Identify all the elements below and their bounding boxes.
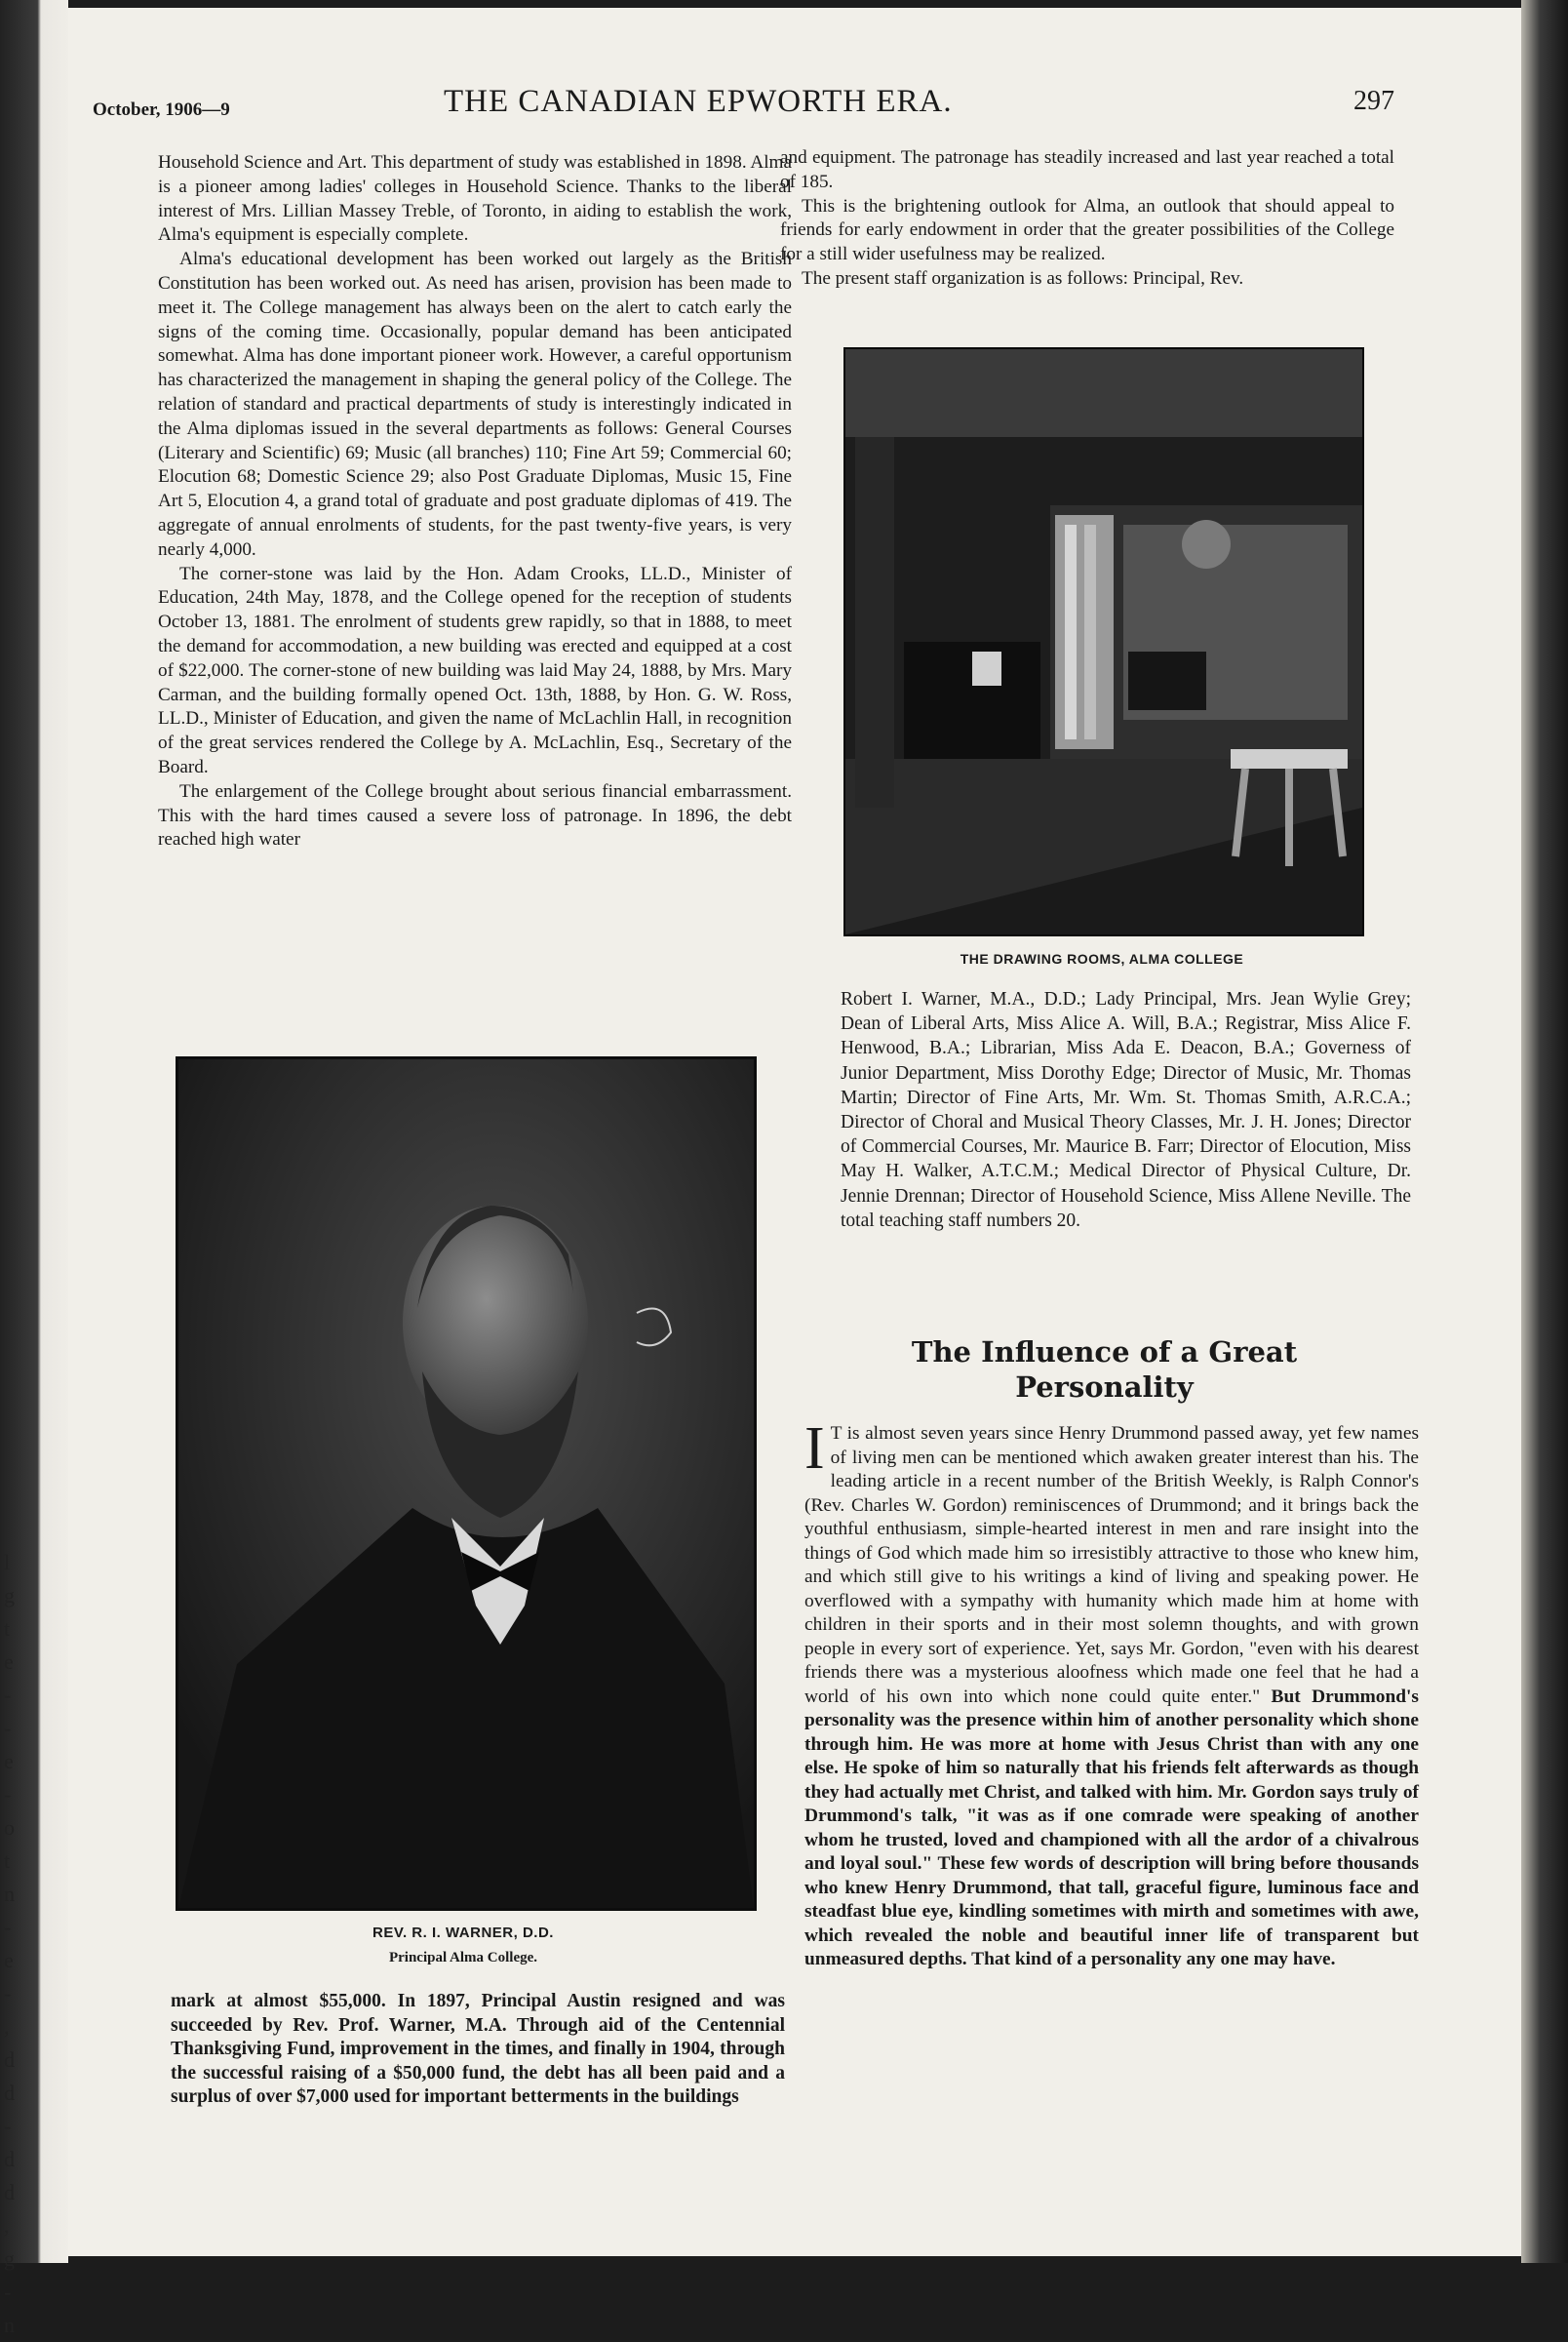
portrait-caption-name: REV. R. I. WARNER, D.D. [372,1925,554,1941]
gutter-letter: - [4,1716,12,1740]
gutter-letter: o [4,1815,15,1840]
article-title-line-2: Personality [1015,1370,1194,1404]
paragraph: and equipment. The patronage has steadily increased and last year reached a total of 185. [780,147,1394,192]
left-column-top [158,151,792,853]
gutter-letter: - [4,1915,12,1939]
gutter-letter: - [4,2114,12,2138]
gutter-letter: l [4,1550,11,1574]
gutter-letter: d [4,2147,15,2171]
gutter-letter: g [4,1583,15,1608]
gutter-letter: e [4,1948,14,1972]
page-header [93,84,1394,123]
gutter-letter: d [4,2047,15,2072]
right-column-top [780,146,1394,292]
gutter-letter: , [4,2014,10,2039]
paragraph: This is the brightening outlook for Alma, an outlook that should appeal to friends for early endowment in order that the greater possibilities of the College for a still wider usefulness may be realized. [780,195,1394,265]
gutter-letter: , [4,2213,10,2238]
gutter-letter: - [4,1981,12,2005]
paragraph [804,1415,1419,1972]
gutter-letter: n [4,2313,15,2337]
paragraph: Household Science and Art. This department of study was established in 1898. Alma is a pioneer among ladies' colleges in Household Science. Thanks to the liberal interest of Mrs. Lillian Massey Treble, of Toronto, in aiding to establish the work, Alma's equipment is especially complete. [158,152,792,246]
portrait-caption-role: Principal Alma College. [388,1950,538,1965]
gutter-letter: n [4,1882,15,1906]
gutter-letter: t [4,1848,11,1873]
gutter-letter: - [4,2280,12,2304]
issue-date: October, 1906—9 [93,99,230,120]
gutter-letter: d [4,2180,15,2204]
binding-gutter [0,0,68,2337]
gutter-letter: - [4,1782,12,1806]
gutter-letter: e [4,1749,14,1773]
drawing-rooms-photo [843,347,1364,936]
gutter-letter: d [4,2081,15,2105]
gutter-letter: e [4,1649,14,1674]
paragraph: mark at almost $55,000. In 1897, Principal Austin resigned and was succeeded by Rev. Prof. Warner, M.A. Through aid of the Centennial Thanksgiving Fund, improvement in the times, and finally in 1904, through the successful raising of a $50,000 fund, the debt has all been paid and a surplus of over $7,000 used for important betterments in the buildings [171,1991,785,2108]
drop-cap: I [804,1415,825,1482]
drawing-rooms-caption: THE DRAWING ROOMS, ALMA COLLEGE [960,951,1244,967]
staff-list [841,987,1411,1233]
gutter-letter: - [4,1683,12,1707]
gutter-letter: t [4,1616,11,1641]
gutter-text-fragments [4,1546,23,2342]
article-title-line-1: The Influence of a Great [911,1335,1298,1369]
page-number: 297 [1353,86,1394,116]
paragraph: Robert I. Warner, M.A., D.D.; Lady Principal, Mrs. Jean Wylie Grey; Dean of Liberal Arts, Miss Alice A. Will, B.A.; Registrar, Miss Alice F. Henwood, B.A.; Librarian, Miss Ada E. Deacon, B.A.; Governess of Junior Department, Miss Dorothy Edge; Director of Music, Mr. Thomas Martin; Director of Fine Arts, Mr. Wm. St. Thomas Smith, A.R.C.A.; Director of Choral and Musical Theory Classes, Mr. J. H. Jones; Director of Commercial Courses, Mr. Maurice B. Farr; Director of Elocution, Miss May H. Walker, A.T.C.M.; Medical Director of Physical Culture, Dr. Jennie Drennan; Director of Household Science, Miss Allene Neville. The total teaching staff numbers 20. [841,989,1411,1231]
article-body [804,1415,1419,1972]
article-body-bold: But Drummond's personality was the presence within him of another personality which shone through him. He was more at home with Jesus Christ than with any one else. He spoke of him so naturally that his friends felt afterwards as though they had actually met Christ, and talked with him. Mr. Gordon says truly of Drummond's talk, "it was as if one comrade were speaking of another whom he trusted, loved and championed with all the ardor of a chivalrous and loyal soul." These few words of description will bring before thousands who knew Henry Drummond, that tall, graceful figure, luminous face and steadfast blue eye, kindling sometimes with mirth and sometimes with awe, which revealed the noble and beautiful inner life of transparent but unmeasured depths. That kind of a personality any one may have. [804,1686,1419,1969]
article-title [839,1334,1370,1405]
drawing-rooms-illustration [845,349,1362,934]
page-edge-shadow [1521,0,1568,2263]
left-column-bottom [171,1990,785,2110]
article-body-plain: T is almost seven years since Henry Drummond passed away, yet few names of living men can be mentioned which awaken greater interest than his. The leading article in a recent number of the British Weekly, is Ralph Connor's (Rev. Charles W. Gordon) reminiscences of Drummond; and it brings back the youthful enthusiasm, simple-hearted interest in men and rare insight into the things of God which made him so irresistibly attractive to those who knew him, and which still give to his writings a kind of living and speaking power. He overflowed with a sympathy with humanity which made him at home with children in their sports and in their most solemn thoughts, and with grown people in every sort of experience. Yet, says Mr. Gordon, "even with his dearest friends there was a mysterious aloofness which made one feel that he had a world of his own into which none could quite enter." [804,1423,1419,1707]
portrait-photo [176,1056,757,1911]
publication-title: THE CANADIAN EPWORTH ERA. [444,84,953,119]
gutter-letter: g [4,2246,15,2271]
portrait-illustration [178,1059,754,1908]
paragraph: The present staff organization is as follows: Principal, Rev. [802,267,1244,289]
paragraph: The enlargement of the College brought about serious financial embarrassment. This with the hard times caused a severe loss of patronage. In 1896, the debt reached high water [158,780,792,851]
paragraph: Alma's educational development has been worked out largely as the British Constitution has been worked out. As need has arisen, provision has been made to meet it. The College management has always been on the alert to catch early the signs of the coming time. Occasionally, popular demand has been anticipated somewhat. Alma has done important pioneer work. However, a careful opportunism has characterized the management in shaping the general policy of the College. The relation of standard and practical departments of study is interestingly indicated in the Alma diplomas issued in the several departments as follows: General Courses (Literary and Scientific) 69; Music (all branches) 110; Fine Art 59; Commercial 60; Elocution 68; Domestic Science 29; also Post Graduate Diplomas, Music 15, Fine Art 5, Elocution 4, a grand total of graduate and post graduate diplomas of 419. The aggregate of annual enrolments of students, for the past twenty-five years, is very nearly 4,000. [158,249,792,560]
paragraph: The corner-stone was laid by the Hon. Adam Crooks, LL.D., Minister of Education, 24th May, 1878, and the College opened for the reception of students October 13, 1881. The enrolment of students grew rapidly, so that in 1888, to meet the demand for accommodation, a new building was erected and equipped at a cost of $22,000. The corner-stone of new building was laid May 24, 1888, by Mrs. Mary Carman, and the building formally opened Oct. 13th, 1888, by Hon. G. W. Ross, LL.D., Minister of Education, and given the name of McLachlin Hall, in recognition of the great services rendered the College by A. McLachlin, Esq., Secretary of the Board. [158,563,792,777]
